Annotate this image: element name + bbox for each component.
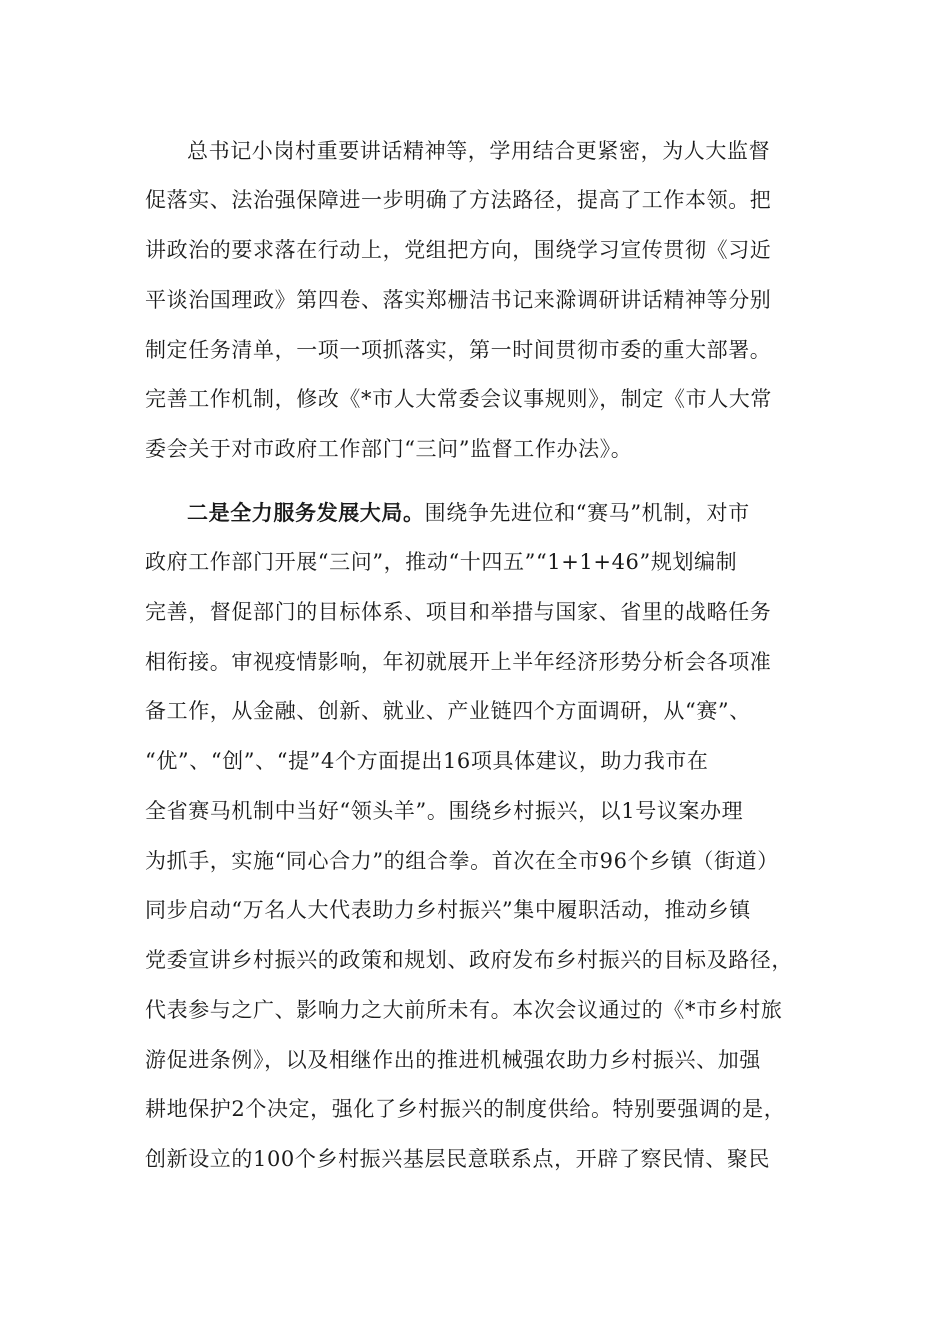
paragraph-2-line-6: “优”、“创”、“提”4个方面提出16项具体建议，助力我市在 xyxy=(145,749,709,773)
paragraph-2-line-5: 备工作，从金融、创新、就业、产业链四个方面调研，从“赛”、 xyxy=(145,699,751,723)
paragraph-1-line-4: 平谈治国理政》第四卷、落实郑栅洁书记来滁调研讲话精神等分别 xyxy=(145,288,772,312)
paragraph-2-line-10: 党委宣讲乡村振兴的政策和规划、政府发布乡村振兴的目标及路径， xyxy=(145,948,793,972)
paragraph-2-heading: 二是全力服务发展大局。 xyxy=(187,500,425,525)
paragraph-2-line-2: 政府工作部门开展“三问”，推动“十四五”“1+1+46”规划编制 xyxy=(145,550,738,574)
paragraph-1-line-2: 促落实、法治强保障进一步明确了方法路径，提高了工作本领。把 xyxy=(145,188,772,212)
paragraph-2-line-12: 游促进条例》，以及相继作出的推进机械强农助力乡村振兴、加强 xyxy=(145,1048,761,1072)
paragraph-1-line-7: 委会关于对市政府工作部门“三问”监督工作办法》。 xyxy=(145,437,633,461)
paragraph-2-line-14: 创新设立的100个乡村振兴基层民意联系点，开辟了察民情、聚民 xyxy=(145,1147,771,1171)
paragraph-2-line-11: 代表参与之广、影响力之大前所未有。本次会议通过的《*市乡村旅 xyxy=(145,998,783,1022)
paragraph-1-line-5: 制定任务清单，一项一项抓落实，第一时间贯彻市委的重大部署。 xyxy=(145,338,772,362)
paragraph-2-line-4: 相衔接。审视疫情影响，年初就展开上半年经济形势分析会各项准 xyxy=(145,650,772,674)
paragraph-1-line-1: 总书记小岗村重要讲话精神等，学用结合更紧密，为人大监督 xyxy=(187,139,771,163)
paragraph-2-line-9: 同步启动“万名人大代表助力乡村振兴”集中履职活动，推动乡镇 xyxy=(145,898,751,922)
paragraph-2-line-7: 全省赛马机制中当好“领头羊”。围绕乡村振兴，以1号议案办理 xyxy=(145,799,744,823)
paragraph-2-line-3: 完善，督促部门的目标体系、项目和举措与国家、省里的战略任务 xyxy=(145,600,772,624)
paragraph-2-line-13: 耕地保护2个决定，强化了乡村振兴的制度供给。特别要强调的是， xyxy=(145,1097,786,1121)
paragraph-2-line-1-text: 围绕争先进位和“赛马”机制，对市 xyxy=(424,501,750,525)
paragraph-2-line-1 xyxy=(187,498,825,528)
paragraph-1-line-6: 完善工作机制，修改《*市人大常委会议事规则》，制定《市人大常 xyxy=(145,387,772,411)
paragraph-1-line-3: 讲政治的要求落在行动上，党组把方向，围绕学习宣传贯彻《习近 xyxy=(145,238,772,262)
paragraph-2-line-8: 为抓手，实施“同心合力”的组合拳。首次在全市96个乡镇（街道） xyxy=(145,849,779,873)
